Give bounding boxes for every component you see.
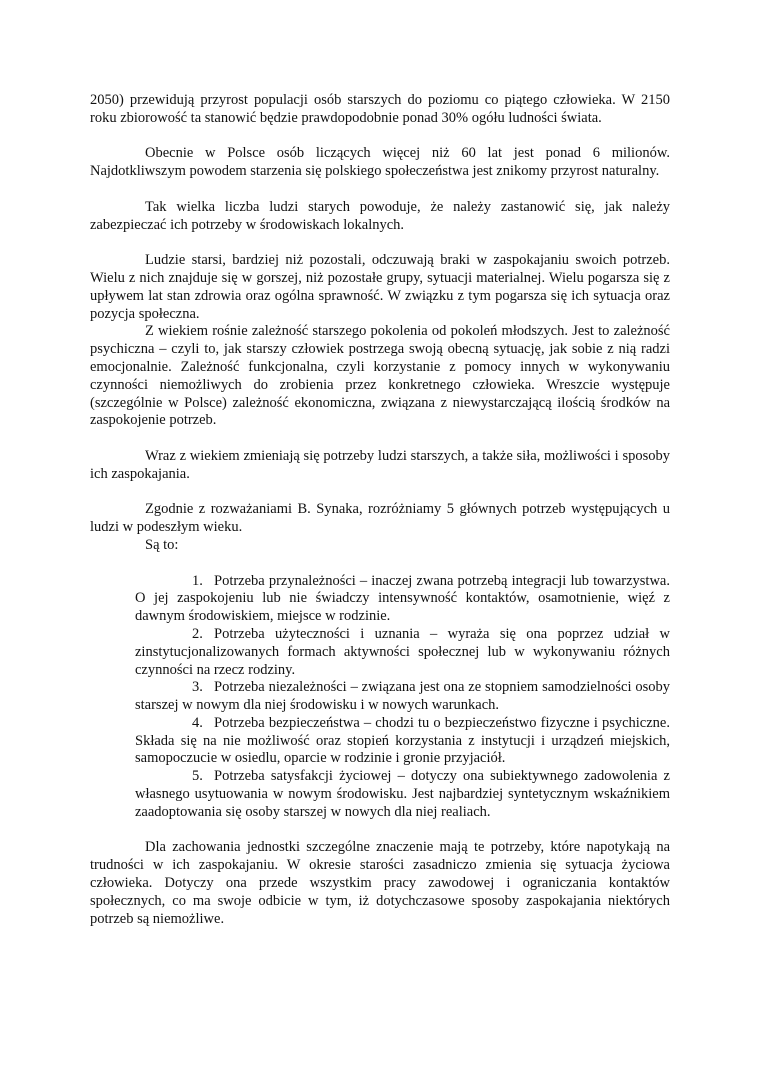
list-item	[135, 573, 670, 626]
needs-list	[135, 573, 670, 822]
list-text: Potrzeba satysfakcji życiowej – dotyczy ona subiektywnego zadowolenia z własnego usytuowania w nowym środowisku. Jest najbardziej syntetycznym wskaźnikiem zaadoptowania się osoby starszej w nowych dla niej realiach.	[135, 768, 670, 820]
paragraph-changing-needs: Wraz z wiekiem zmieniają się potrzeby ludzi starszych, a także siła, możliwości i sposoby ich zaspokajania.	[90, 447, 670, 482]
list-text: Potrzeba bezpieczeństwa – chodzi tu o bezpieczeństwo fizyczne i psychiczne. Składa się na nie możliwość oraz stopień korzystania z instytucji i urządzeń miejskich, samopoczucie w osiedlu, oparcie w rodzinie i gronie przyjaciół.	[135, 714, 670, 767]
paragraph-elderly-deficits: Ludzie starsi, bardziej niż pozostali, odczuwają braki w zaspokajaniu swoich potrzeb. Wielu z nich znajduje się w gorszej, niż pozostałe grupy, sytuacji materialnej. Wielu pogarsza się z upływem lat stan zdrowia oraz ogólna sprawność. W związku z tym pogarsza się ich sytuacja oraz pozycja społeczna.	[90, 252, 670, 322]
list-number: 4.	[192, 714, 203, 731]
paragraph-needs-security: Tak wielka liczba ludzi starych powoduje, że należy zastanowić się, jak należy zabezpieczać ich potrzeby w środowiskach lokalnych.	[90, 198, 670, 233]
paragraph-conclusion: Dla zachowania jednostki szczególne znaczenie mają te potrzeby, które napotykają na trudności w ich zaspokajaniu. W okresie starości zasadniczo zmienia się sytuacja życiowa człowieka. Dotyczy ona przede wszystkim pracy zawodowej i ograniczania kontaktów społecznych, co ma swoje odbicie w tym, iż dotychczasowe sposoby zaspokajania niektórych potrzeb są niemożliwe.	[90, 839, 670, 927]
list-number: 5.	[192, 768, 203, 785]
list-item	[135, 626, 670, 679]
list-item	[135, 679, 670, 715]
list-number: 1.	[192, 572, 203, 589]
list-text: Potrzeba przynależności – inaczej zwana potrzebą integracji lub towarzystwa. O jej zaspokojeniu lub nie świadczy intensywność kontaktów, osamotnienie, więź z dawnym środowiskiem, miejsce w rodzinie.	[135, 572, 670, 625]
list-item	[135, 715, 670, 768]
list-number: 2.	[192, 625, 203, 642]
paragraph-population-forecast: 2050) przewidują przyrost populacji osób starszych do poziomu co piątego człowieka. W 2150 roku zbiorowość ta stanowić będzie prawdopodobnie ponad 30% ogółu ludności świata.	[90, 92, 670, 126]
paragraph-poland-elderly: Obecnie w Polsce osób liczących więcej niż 60 lat jest ponad 6 milionów. Najdotkliwszym powodem starzenia się polskiego społeczeństwa jest znikomy przyrost naturalny.	[90, 145, 670, 180]
list-text: Potrzeba użyteczności i uznania – wyraża się ona poprzez udział w zinstytucjonalizowanych formach aktywności społecznej lub w wykonywaniu różnych czynności na rzecz rodziny.	[135, 625, 670, 678]
document-body	[90, 92, 670, 928]
paragraph-list-intro: Są to:	[145, 536, 179, 553]
paragraph-dependency: Z wiekiem rośnie zależność starszego pokolenia od pokoleń młodszych. Jest to zależność psychiczna – czyli to, jak starszy człowiek postrzega swoją obecną sytuację, jak sobie z nią radzi emocjonalnie. Zależność funkcjonalna, czyli korzystanie z pomocy innych w wykonywaniu czynności niemożliwych do zrobienia przez konkretnego człowieka. Wreszcie występuje (szczególnie w Polsce) zależność ekonomiczna, związana z niewystarczającą ilością środków na zaspokojenie potrzeb.	[90, 323, 670, 429]
paragraph-synak: Zgodnie z rozważaniami B. Synaka, rozróżniamy 5 głównych potrzeb występujących u ludzi w podeszłym wieku.	[90, 501, 670, 536]
list-item	[135, 768, 670, 821]
list-text: Potrzeba niezależności – związana jest ona ze stopniem samodzielności osoby starszej w nowym dla niej środowisku i w nowych warunkach.	[135, 679, 670, 714]
list-number: 3.	[192, 679, 203, 696]
